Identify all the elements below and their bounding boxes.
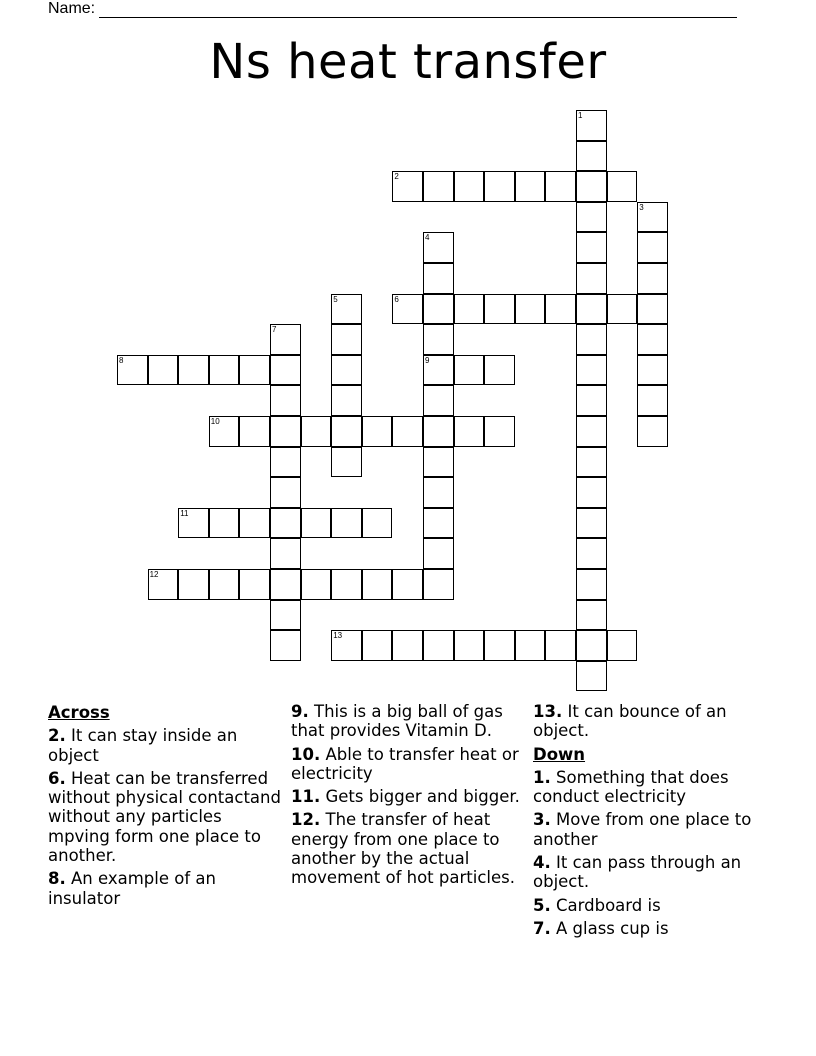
grid-cell[interactable] [331, 324, 362, 355]
grid-cell[interactable] [331, 569, 362, 600]
grid-cell[interactable] [454, 416, 485, 447]
cell-number: 7 [272, 325, 277, 335]
name-label: Name: [48, 0, 96, 17]
grid-cell[interactable] [331, 416, 362, 447]
grid-cell[interactable] [331, 355, 362, 386]
clue-column-1 [48, 702, 283, 912]
grid-cell[interactable] [423, 477, 454, 508]
down-heading: Down [533, 744, 586, 764]
clue-across-9: 9. This is a big ball of gas that provides Vitamin D. [291, 702, 503, 741]
grid-cell[interactable] [331, 294, 362, 325]
clue-down-1: 1. Something that does conduct electricity [533, 767, 729, 807]
grid-cell[interactable] [270, 538, 301, 569]
grid-cell[interactable] [331, 630, 362, 661]
grid-cell[interactable] [301, 569, 332, 600]
grid-cell[interactable] [515, 294, 546, 325]
grid-cell[interactable] [270, 355, 301, 386]
grid-cell[interactable] [607, 294, 638, 325]
grid-cell[interactable] [392, 630, 423, 661]
grid-cell[interactable] [576, 324, 607, 355]
grid-cell[interactable] [423, 232, 454, 263]
cell-number: 1 [578, 111, 583, 120]
grid-cell[interactable] [484, 416, 515, 447]
grid-cell[interactable] [515, 630, 546, 661]
grid-cell[interactable] [148, 355, 179, 386]
grid-cell[interactable] [301, 508, 332, 539]
grid-cell[interactable] [392, 294, 423, 325]
clue-across-13: 13. It can bounce of an object. [533, 702, 727, 741]
clue-across-2: 2. It can stay inside an object [48, 726, 238, 765]
grid-cell[interactable] [423, 447, 454, 478]
grid-cell[interactable] [178, 569, 209, 600]
grid-cell[interactable] [637, 385, 668, 416]
grid-cell[interactable] [515, 171, 546, 202]
cell-number: 12 [149, 570, 159, 579]
grid-cell[interactable] [423, 538, 454, 569]
cell-number: 9 [425, 355, 430, 365]
grid-cell[interactable] [637, 232, 668, 263]
grid-cell[interactable] [301, 416, 332, 447]
grid-cell[interactable] [117, 355, 148, 386]
cell-number: 10 [210, 417, 220, 426]
grid-cell[interactable] [239, 355, 270, 386]
clue-column-3 [533, 702, 768, 942]
grid-cell[interactable] [576, 477, 607, 508]
grid-cell[interactable] [576, 600, 607, 631]
grid-cell[interactable] [392, 416, 423, 447]
grid-cell[interactable] [239, 569, 270, 600]
grid-cell[interactable] [484, 294, 515, 325]
grid-cell[interactable] [423, 416, 454, 447]
grid-cell[interactable] [270, 324, 301, 355]
grid-cell[interactable] [270, 569, 301, 600]
grid-cell[interactable] [576, 263, 607, 294]
puzzle-title: Ns heat transfer [209, 34, 607, 90]
grid-cell[interactable] [331, 447, 362, 478]
grid-cell[interactable] [545, 171, 576, 202]
grid-cell[interactable] [423, 569, 454, 600]
grid-cell[interactable] [484, 171, 515, 202]
grid-cell[interactable] [637, 416, 668, 447]
grid-cell[interactable] [423, 324, 454, 355]
clue-across-6: 6. Heat can be transferred without physical contactand without any particles mpving form one place to another. [48, 768, 281, 866]
grid-cell[interactable] [362, 569, 393, 600]
grid-cell[interactable] [209, 508, 240, 539]
clue-across-11: 11. Gets bigger and bigger. [291, 787, 520, 807]
grid-cell[interactable] [423, 630, 454, 661]
cell-number: 11 [180, 508, 189, 518]
grid-cell[interactable] [423, 294, 454, 325]
grid-cell[interactable] [270, 630, 301, 661]
grid-cell[interactable] [576, 171, 607, 202]
grid-cell[interactable] [270, 416, 301, 447]
grid-cell[interactable] [576, 508, 607, 539]
grid-cell[interactable] [270, 385, 301, 416]
grid-cell[interactable] [576, 294, 607, 325]
grid-cell[interactable] [484, 355, 515, 386]
grid-cell[interactable] [637, 355, 668, 386]
grid-cell[interactable] [545, 630, 576, 661]
cell-number: 6 [394, 294, 399, 304]
grid-cell[interactable] [423, 385, 454, 416]
grid-cell[interactable] [270, 447, 301, 478]
grid-cell[interactable] [637, 324, 668, 355]
cell-number: 2 [394, 172, 399, 182]
clue-down-7: 7. A glass cup is [533, 918, 669, 938]
grid-cell[interactable] [209, 355, 240, 386]
grid-cell[interactable] [576, 416, 607, 447]
clue-across-8: 8. An example of an insulator [48, 869, 216, 908]
cell-number: 3 [639, 202, 644, 212]
grid-cell[interactable] [392, 569, 423, 600]
grid-cell[interactable] [209, 569, 240, 600]
grid-cell[interactable] [607, 630, 638, 661]
grid-cell[interactable] [178, 508, 209, 539]
clue-column-2 [291, 702, 526, 892]
clue-across-10: 10. Able to transfer heat or electricity [291, 744, 519, 783]
cell-number: 13 [333, 631, 343, 641]
grid-cell[interactable] [576, 385, 607, 416]
grid-cell[interactable] [576, 141, 607, 172]
grid-cell[interactable] [148, 569, 179, 600]
cell-number: 8 [119, 355, 124, 365]
grid-cell[interactable] [239, 416, 270, 447]
clue-down-5: 5. Cardboard is [533, 895, 661, 915]
grid-cell[interactable] [331, 385, 362, 416]
grid-cell[interactable] [576, 630, 607, 661]
grid-cell[interactable] [454, 630, 485, 661]
clue-across-12: 12. The transfer of heat energy from one place to another by the actual movement of hot particles. [291, 810, 515, 888]
clue-down-3: 3. Move from one place to another [533, 810, 752, 849]
grid-cell[interactable] [270, 477, 301, 508]
grid-cell[interactable] [270, 600, 301, 631]
grid-cell[interactable] [637, 202, 668, 233]
grid-cell[interactable] [362, 416, 393, 447]
cell-number: 5 [333, 294, 338, 304]
grid-cell[interactable] [178, 355, 209, 386]
grid-cell[interactable] [423, 508, 454, 539]
grid-cell[interactable] [607, 171, 638, 202]
grid-cell[interactable] [331, 508, 362, 539]
grid-cell[interactable] [637, 263, 668, 294]
grid-cell[interactable] [392, 171, 423, 202]
grid-cell[interactable] [576, 355, 607, 386]
across-heading: Across [48, 703, 110, 722]
grid-cell[interactable] [454, 294, 485, 325]
clue-down-4: 4. It can pass through an object. [533, 853, 742, 892]
grid-cell[interactable] [239, 508, 270, 539]
grid-cell[interactable] [576, 661, 607, 692]
grid-cell[interactable] [576, 202, 607, 233]
grid-cell[interactable] [576, 447, 607, 478]
grid-cell[interactable] [454, 171, 485, 202]
grid-cell[interactable] [637, 294, 668, 325]
grid-cell[interactable] [484, 630, 515, 661]
grid-cell[interactable] [545, 294, 576, 325]
cell-number: 4 [425, 233, 430, 243]
grid-cell[interactable] [454, 355, 485, 386]
grid-cell[interactable] [423, 171, 454, 202]
grid-cell[interactable] [423, 355, 454, 386]
grid-cell[interactable] [362, 508, 393, 539]
grid-cell[interactable] [270, 508, 301, 539]
grid-cell[interactable] [576, 538, 607, 569]
grid-cell[interactable] [576, 110, 607, 141]
grid-cell[interactable] [209, 416, 240, 447]
grid-cell[interactable] [362, 630, 393, 661]
grid-cell[interactable] [423, 263, 454, 294]
grid-cell[interactable] [576, 232, 607, 263]
grid-cell[interactable] [576, 569, 607, 600]
